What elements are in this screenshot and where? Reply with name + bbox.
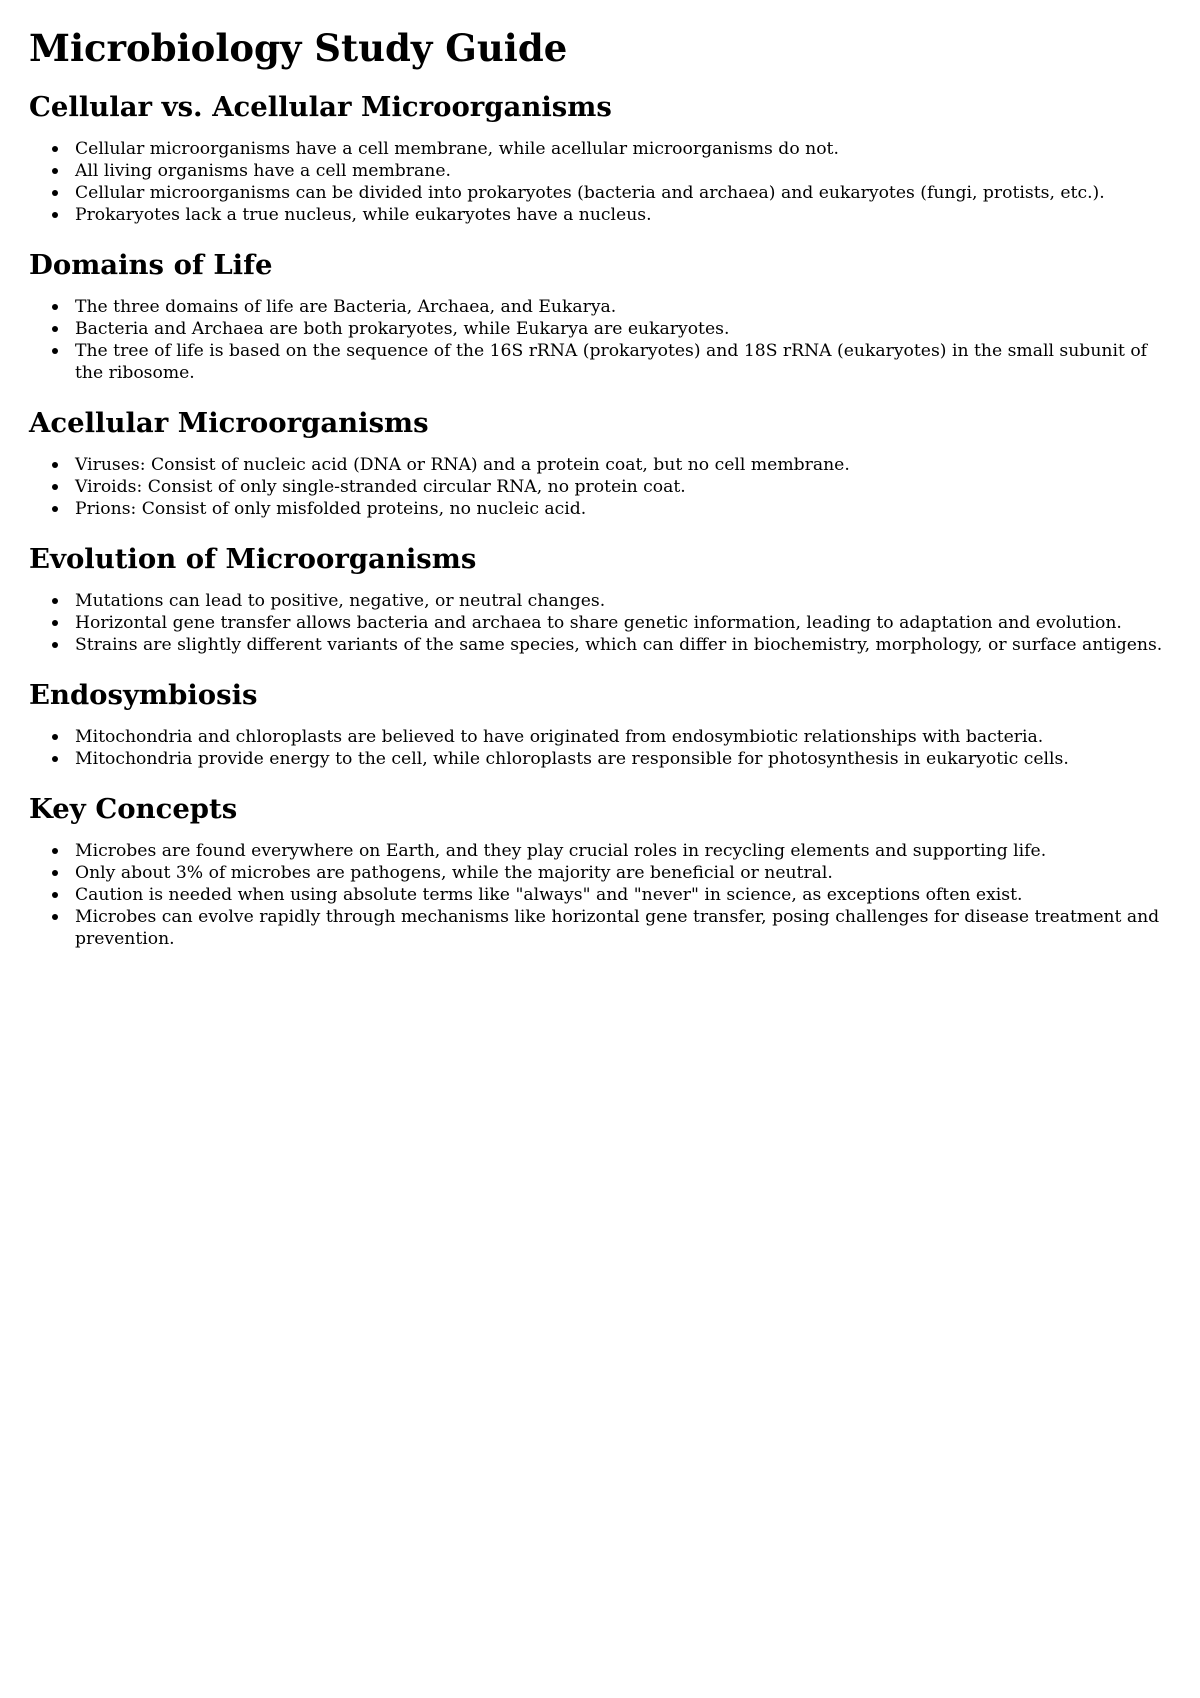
list-item-text: Microbes are found everywhere on Earth, and they play crucial roles in recycling elements and supporting life. <box>75 841 1047 861</box>
section-heading: Key Concepts <box>29 793 238 825</box>
bullet-list <box>29 296 1172 384</box>
list-item <box>75 726 1172 748</box>
list-item-text: Prokaryotes lack a true nucleus, while eukaryotes have a nucleus. <box>75 205 652 225</box>
bullet-icon <box>52 190 58 196</box>
list-item-text: Only about 3% of microbes are pathogens, while the majority are beneficial or neutral. <box>75 863 833 883</box>
list-item <box>75 182 1172 204</box>
bullet-list <box>29 726 1172 770</box>
bullet-icon <box>52 756 58 762</box>
section-heading: Endosymbiosis <box>29 679 258 711</box>
list-item <box>75 884 1172 906</box>
list-item <box>75 590 1172 612</box>
list-item <box>75 862 1172 884</box>
list-item <box>75 296 1172 318</box>
page-title: Microbiology Study Guide <box>29 26 568 70</box>
list-item <box>75 612 1172 634</box>
bullet-icon <box>52 326 58 332</box>
list-item-text: The three domains of life are Bacteria, Archaea, and Eukarya. <box>75 297 617 317</box>
bullet-icon <box>52 484 58 490</box>
list-item <box>75 748 1172 770</box>
bullet-icon <box>52 304 58 310</box>
list-item-text: Viroids: Consist of only single-stranded circular RNA, no protein coat. <box>75 477 686 497</box>
list-item-text: Microbes can evolve rapidly through mechanisms like horizontal gene transfer, posing challenges for disease treatment and prevention. <box>75 907 1160 949</box>
section-heading: Domains of Life <box>29 249 273 281</box>
list-item-text: Mitochondria and chloroplasts are believed to have originated from endosymbiotic relationships with bacteria. <box>75 727 1044 747</box>
section-heading: Evolution of Microorganisms <box>29 543 477 575</box>
section-heading: Acellular Microorganisms <box>29 407 429 439</box>
bullet-icon <box>52 892 58 898</box>
bullet-list <box>29 454 1172 520</box>
bullet-icon <box>52 506 58 512</box>
list-item-text: Horizontal gene transfer allows bacteria and archaea to share genetic information, leading to adaptation and evolution. <box>75 613 1122 633</box>
list-item-text: Mitochondria provide energy to the cell, while chloroplasts are responsible for photosynthesis in eukaryotic cells. <box>75 749 1069 769</box>
list-item-text: Viruses: Consist of nucleic acid (DNA or RNA) and a protein coat, but no cell membrane. <box>75 455 850 475</box>
list-item <box>75 138 1172 160</box>
bullet-icon <box>52 462 58 468</box>
list-item <box>75 204 1172 226</box>
list-item-text: Mutations can lead to positive, negative, or neutral changes. <box>75 591 606 611</box>
list-item <box>75 454 1172 476</box>
bullet-icon <box>52 848 58 854</box>
sections-container <box>29 90 1172 950</box>
list-item <box>75 318 1172 340</box>
bullet-icon <box>52 168 58 174</box>
bullet-icon <box>52 914 58 920</box>
list-item-text: Strains are slightly different variants of the same species, which can differ in biochemistry, morphology, or surface antigens. <box>75 635 1163 655</box>
bullet-icon <box>52 598 58 604</box>
bullet-icon <box>52 870 58 876</box>
bullet-list <box>29 138 1172 226</box>
list-item-text: Caution is needed when using absolute terms like "always" and "never" in science, as exceptions often exist. <box>75 885 1023 905</box>
bullet-icon <box>52 734 58 740</box>
bullet-list <box>29 840 1172 950</box>
list-item-text: The tree of life is based on the sequence of the 16S rRNA (prokaryotes) and 18S rRNA (eukaryotes) in the small subunit of the ribosome. <box>75 341 1148 383</box>
bullet-icon <box>52 212 58 218</box>
list-item-text: All living organisms have a cell membrane. <box>75 161 451 181</box>
bullet-list <box>29 590 1172 656</box>
list-item-text: Cellular microorganisms have a cell membrane, while acellular microorganisms do not. <box>75 139 839 159</box>
list-item <box>75 634 1172 656</box>
bullet-icon <box>52 642 58 648</box>
list-item <box>75 476 1172 498</box>
bullet-icon <box>52 620 58 626</box>
list-item <box>75 906 1172 950</box>
list-item <box>75 498 1172 520</box>
list-item-text: Bacteria and Archaea are both prokaryotes, while Eukarya are eukaryotes. <box>75 319 730 339</box>
list-item <box>75 340 1172 384</box>
list-item-text: Cellular microorganisms can be divided into prokaryotes (bacteria and archaea) and eukaryotes (fungi, protists, etc.). <box>75 183 1105 203</box>
list-item-text: Prions: Consist of only misfolded proteins, no nucleic acid. <box>75 499 587 519</box>
bullet-icon <box>52 146 58 152</box>
list-item <box>75 160 1172 182</box>
bullet-icon <box>52 348 58 354</box>
list-item <box>75 840 1172 862</box>
section-heading: Cellular vs. Acellular Microorganisms <box>29 91 612 123</box>
